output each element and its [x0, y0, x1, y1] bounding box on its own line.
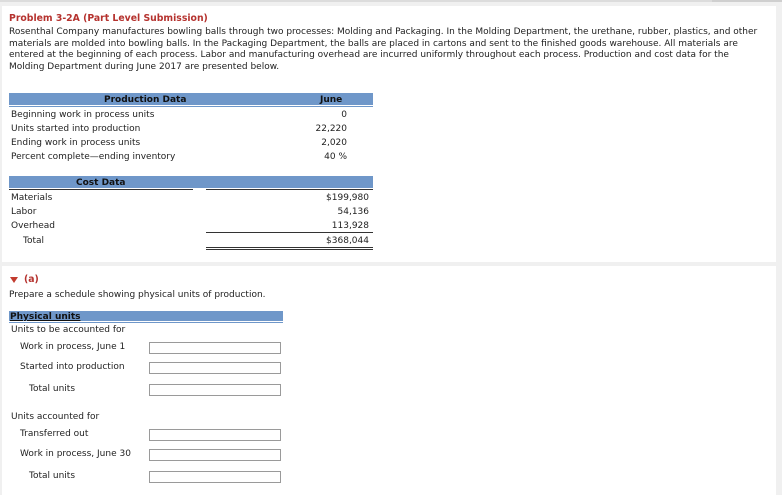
collapse-triangle-icon: [10, 277, 18, 283]
wip-june1-input[interactable]: [149, 342, 281, 354]
part-a-panel: [2, 266, 776, 495]
part-a-prompt: Prepare a schedule showing physical units of production.: [9, 290, 266, 300]
cost-row-value: 54,136: [337, 207, 369, 217]
part-a-label: (a): [24, 274, 39, 285]
production-data-header-bar: [9, 93, 373, 105]
wip-june1-label: Work in process, June 1: [20, 342, 126, 352]
problem-description: Rosenthal Company manufactures bowling balls through two processes: Molding and Packaging. In the Molding Department, the urethane, rubber, plastics, and other materials are molded into bowling balls. In the Packaging Department, the balls are placed in cartons and sent to the finished goods warehouse. All materials are entered at the beginning of each process. Labor and manufacturing overhead are incurred uniformly throughout each process. Production and cost data for the Molding Department during June 2017 are presented below.: [9, 27, 758, 72]
production-row-value: 40 %: [324, 152, 347, 162]
cost-row-label: Materials: [11, 193, 53, 203]
cost-row-value: $199,980: [326, 193, 369, 203]
units-accounted-for-label: Units accounted for: [11, 412, 100, 422]
cost-total-rule-2: [206, 249, 373, 250]
production-row-value: 0: [341, 110, 347, 120]
june-column-header: June: [320, 95, 343, 105]
transferred-out-input[interactable]: [149, 429, 281, 441]
cost-subtotal-rule: [206, 232, 373, 233]
wip-june30-label: Work in process, June 30: [20, 449, 131, 459]
problem-title: Problem 3-2A (Part Level Submission): [9, 13, 208, 24]
cost-total-value: $368,044: [326, 236, 369, 246]
total-units-input-2[interactable]: [149, 471, 281, 483]
cost-row-label: Overhead: [11, 221, 55, 231]
total-units-label: Total units: [29, 471, 76, 481]
cost-row-label: Labor: [11, 207, 37, 217]
total-units-input-1[interactable]: [149, 384, 281, 396]
production-data-header: Production Data: [104, 95, 187, 105]
cost-row-value: 113,928: [331, 221, 369, 231]
top-divider: [0, 0, 782, 2]
production-row-value: 22,220: [315, 124, 347, 134]
part-a-toggle[interactable]: [10, 274, 39, 285]
production-row-label: Units started into production: [11, 124, 141, 134]
units-to-be-accounted-label: Units to be accounted for: [11, 325, 126, 335]
cost-header-rule-left: [9, 189, 193, 190]
production-row-value: 2,020: [321, 138, 347, 148]
cost-total-rule-1: [206, 247, 373, 248]
production-header-rule: [9, 106, 373, 107]
cost-data-header-bar: [9, 176, 373, 188]
wip-june30-input[interactable]: [149, 449, 281, 461]
started-into-production-label: Started into production: [20, 362, 125, 372]
physical-units-title: Physical units: [10, 312, 81, 322]
physical-units-rule: [9, 322, 283, 323]
total-units-label: Total units: [29, 384, 76, 394]
production-row-label: Ending work in process units: [11, 138, 141, 148]
cost-header-rule-right: [206, 189, 373, 190]
production-row-label: Beginning work in process units: [11, 110, 155, 120]
cost-total-label: Total: [23, 236, 45, 246]
started-into-production-input[interactable]: [149, 362, 281, 374]
cost-data-header: Cost Data: [76, 178, 126, 188]
production-row-label: Percent complete—ending inventory: [11, 152, 176, 162]
transferred-out-label: Transferred out: [20, 429, 89, 439]
